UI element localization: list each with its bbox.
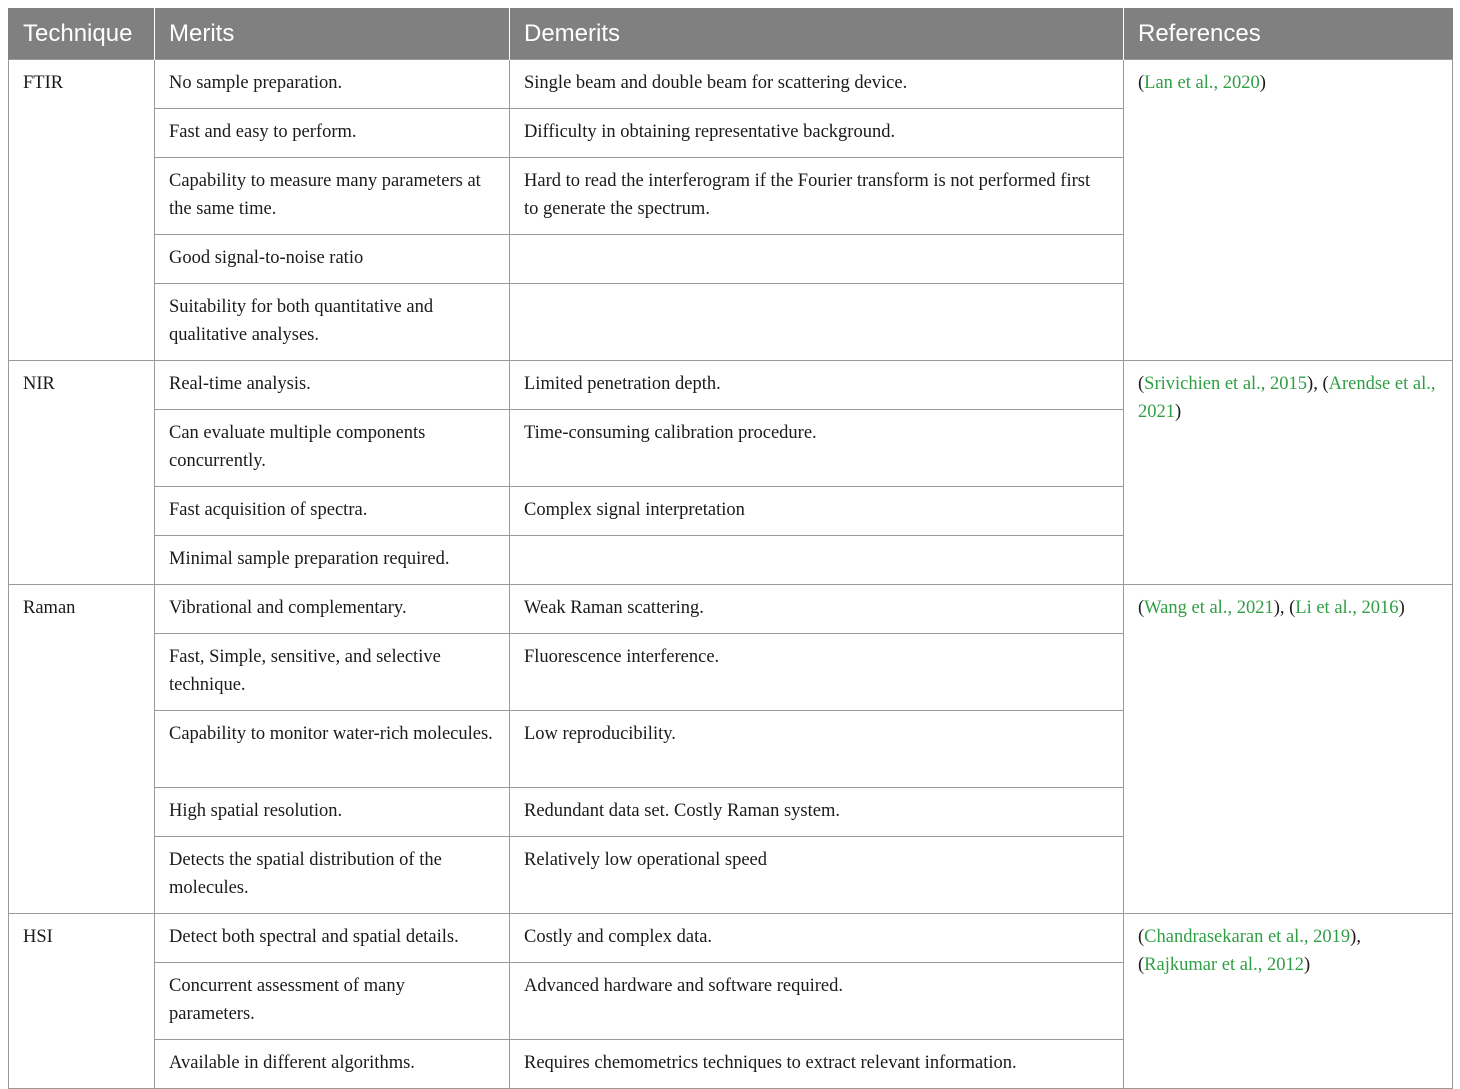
header-merits: Merits (155, 8, 510, 60)
merit-cell: Detect both spectral and spatial details. (155, 914, 510, 963)
merit-cell: Detects the spatial distribution of the molecules. (155, 837, 510, 914)
reference-link[interactable]: Lan et al., 2020 (1144, 73, 1260, 93)
merit-cell: No sample preparation. (155, 60, 510, 109)
demerit-cell: Costly and complex data. (510, 914, 1124, 963)
header-demerits: Demerits (510, 8, 1124, 60)
merit-cell: Available in different algorithms. (155, 1040, 510, 1089)
header-references: References (1124, 8, 1453, 60)
table-row (9, 585, 1453, 634)
demerit-cell: Time-consuming calibration procedure. (510, 410, 1124, 487)
merit-cell: Vibrational and complementary. (155, 585, 510, 634)
demerit-cell: Limited penetration depth. (510, 361, 1124, 410)
merit-cell: Minimal sample preparation required. (155, 536, 510, 585)
merit-cell: High spatial resolution. (155, 788, 510, 837)
demerit-cell: Low reproducibility. (510, 711, 1124, 788)
merit-cell: Fast, Simple, sensitive, and selective technique. (155, 634, 510, 711)
merit-cell: Real-time analysis. (155, 361, 510, 410)
merit-cell: Suitability for both quantitative and qualitative analyses. (155, 284, 510, 361)
references-cell-ftir: (Lan et al., 2020) (1124, 60, 1453, 361)
demerit-cell (510, 235, 1124, 284)
table-row (9, 60, 1453, 109)
technique-cell-raman: Raman (9, 585, 155, 914)
technique-cell-ftir: FTIR (9, 60, 155, 361)
merit-cell: Fast and easy to perform. (155, 109, 510, 158)
reference-link[interactable]: Li et al., 2016 (1295, 598, 1399, 618)
merit-cell: Capability to measure many parameters at the same time. (155, 158, 510, 235)
demerit-cell: Requires chemometrics techniques to extract relevant information. (510, 1040, 1124, 1089)
demerit-cell (510, 284, 1124, 361)
merit-cell: Good signal-to-noise ratio (155, 235, 510, 284)
reference-link[interactable]: Rajkumar et al., 2012 (1144, 954, 1304, 975)
reference-link[interactable]: Chandrasekaran et al., 2019 (1144, 927, 1351, 947)
demerit-cell: Advanced hardware and software required. (510, 963, 1124, 1040)
table-row (9, 361, 1453, 410)
merit-cell: Fast acquisition of spectra. (155, 487, 510, 536)
reference-link[interactable]: Srivichien et al., 2015 (1144, 374, 1308, 394)
demerit-cell: Single beam and double beam for scattering device. (510, 60, 1124, 109)
merit-cell: Capability to monitor water-rich molecules. (155, 711, 510, 788)
demerit-cell: Difficulty in obtaining representative background. (510, 109, 1124, 158)
technique-cell-hsi: HSI (9, 914, 155, 1089)
demerit-cell: Redundant data set. Costly Raman system. (510, 788, 1124, 837)
demerit-cell: Fluorescence interference. (510, 634, 1124, 711)
reference-link[interactable]: Wang et al., 2021 (1144, 598, 1274, 618)
references-cell-raman: (Wang et al., 2021), (Li et al., 2016) (1124, 585, 1453, 914)
demerit-cell: Complex signal interpretation (510, 487, 1124, 536)
techniques-table (8, 8, 1453, 1089)
header-technique: Technique (9, 8, 155, 60)
merit-cell: Can evaluate multiple components concurrently. (155, 410, 510, 487)
reference-link[interactable]: Arendse et al., 2021 (1138, 374, 1436, 422)
references-cell-hsi: (Chandrasekaran et al., 2019), (Rajkumar et al., 2012) (1124, 914, 1453, 1089)
table-row (9, 914, 1453, 963)
demerit-cell: Hard to read the interferogram if the Fourier transform is not performed first to generate the spectrum. (510, 158, 1124, 235)
demerit-cell: Relatively low operational speed (510, 837, 1124, 914)
merit-cell: Concurrent assessment of many parameters. (155, 963, 510, 1040)
demerit-cell: Weak Raman scattering. (510, 585, 1124, 634)
header-row (9, 8, 1453, 60)
technique-cell-nir: NIR (9, 361, 155, 585)
demerit-cell (510, 536, 1124, 585)
references-cell-nir: (Srivichien et al., 2015), (Arendse et al., 2021) (1124, 361, 1453, 585)
